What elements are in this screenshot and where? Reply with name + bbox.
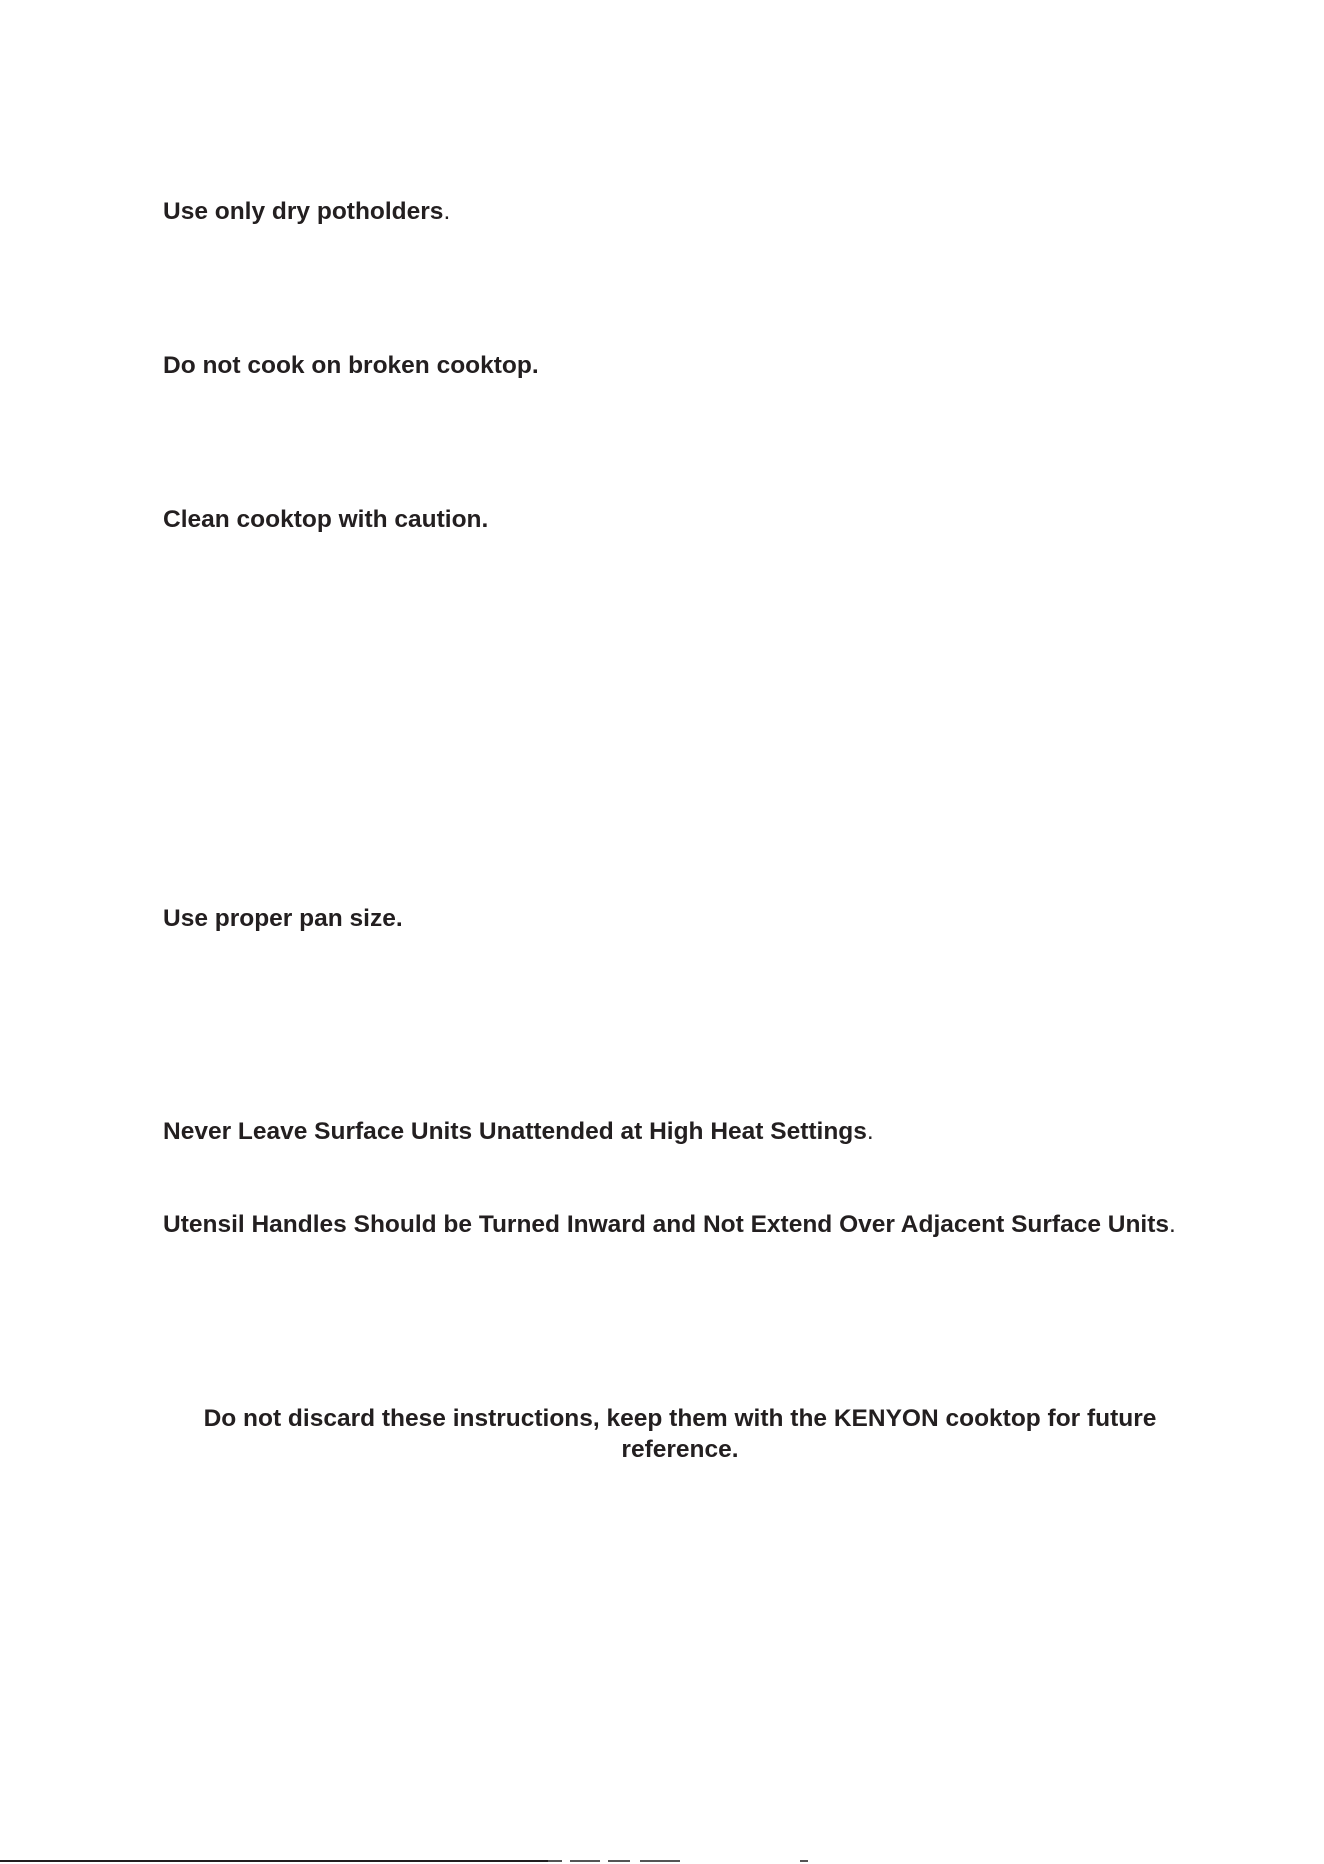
bottom-divider xyxy=(0,1860,548,1862)
heading-never-leave-unattended xyxy=(163,1116,874,1147)
heading-utensil-handles-text: Utensil Handles Should be Turned Inward and Not Extend Over Adjacent Surface Units xyxy=(163,1211,1170,1238)
heading-pan-size: Use proper pan size. xyxy=(163,905,403,932)
heading-dry-potholders-period: . xyxy=(443,198,451,225)
heading-never-leave-unattended-period: . xyxy=(866,1118,874,1145)
heading-dry-potholders-text: Use only dry potholders xyxy=(163,198,444,225)
clipped-footer-fragment xyxy=(548,1858,818,1864)
heading-clean-cooktop: Clean cooktop with caution. xyxy=(163,506,489,533)
heading-broken-cooktop: Do not cook on broken cooktop. xyxy=(163,352,539,379)
heading-utensil-handles-period: . xyxy=(1169,1211,1176,1238)
heading-utensil-handles xyxy=(163,1209,1213,1240)
retain-instructions-notice: Do not discard these instructions, keep them with the KENYON cooktop for future reference. xyxy=(203,1405,1157,1463)
heading-dry-potholders xyxy=(163,196,450,227)
heading-never-leave-unattended-text: Never Leave Surface Units Unattended at High Heat Settings xyxy=(163,1118,867,1145)
